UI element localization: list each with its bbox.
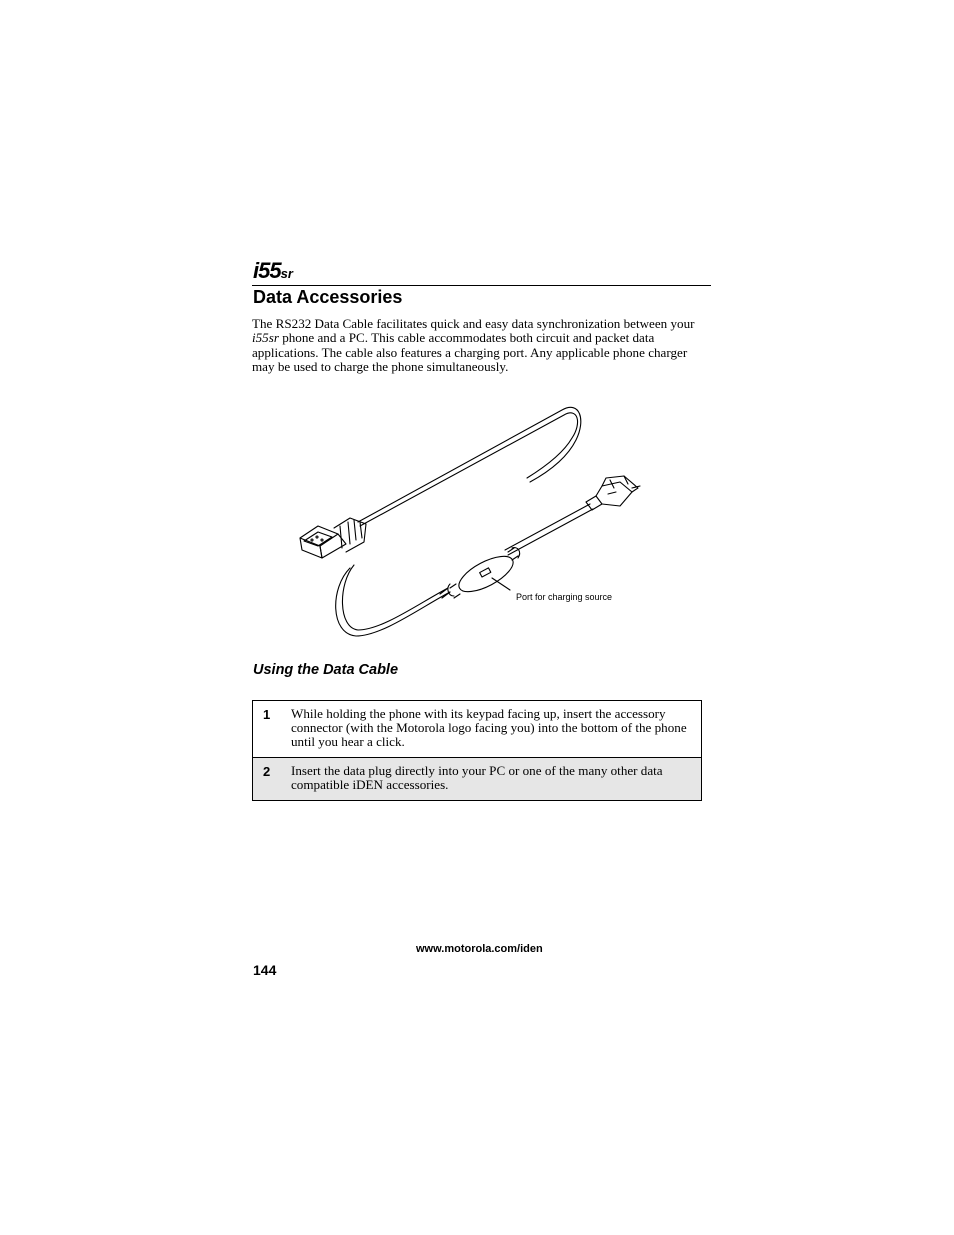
- intro-text-end: phone and a PC. This cable accommodates both circuit and packet data applications. The cable also features a charging port. Any applicable phone charger may be used to charge the phone simultaneously.: [252, 330, 688, 374]
- step-row: [253, 701, 702, 758]
- intro-model-name: i55sr: [252, 330, 279, 346]
- step-text: While holding the phone with its keypad facing up, insert the accessory connector (with the Motorola logo facing you) into the bottom of the phone until you hear a click.: [289, 701, 702, 758]
- page-number: 144: [253, 962, 277, 978]
- intro-text-start: The RS232 Data Cable facilitates quick and easy data synchronization between your: [252, 316, 695, 331]
- step-row: [253, 758, 702, 801]
- serial-connector: [300, 518, 366, 558]
- phone-accessory-connector: [586, 476, 640, 510]
- section-title: Data Accessories: [253, 287, 403, 307]
- step-number: 2: [253, 758, 290, 801]
- steps-table: [252, 700, 702, 801]
- intro-paragraph: [252, 317, 707, 374]
- logo-model: i55: [253, 258, 281, 283]
- header-rule: [252, 285, 711, 286]
- logo-suffix: sr: [280, 266, 293, 281]
- cable-to-phone: [505, 504, 590, 550]
- data-cable-illustration: [290, 398, 650, 648]
- product-logo: [253, 258, 293, 282]
- step-text: Insert the data plug directly into your PC or one of the many other data compatible iDEN accessories.: [289, 758, 702, 801]
- cable-lower-strand: [336, 568, 450, 636]
- charging-port-callout: Port for charging source: [516, 592, 613, 602]
- footer-url: www.motorola.com/iden: [416, 943, 543, 955]
- step-number: 1: [253, 701, 290, 758]
- subsection-title: Using the Data Cable: [253, 662, 399, 678]
